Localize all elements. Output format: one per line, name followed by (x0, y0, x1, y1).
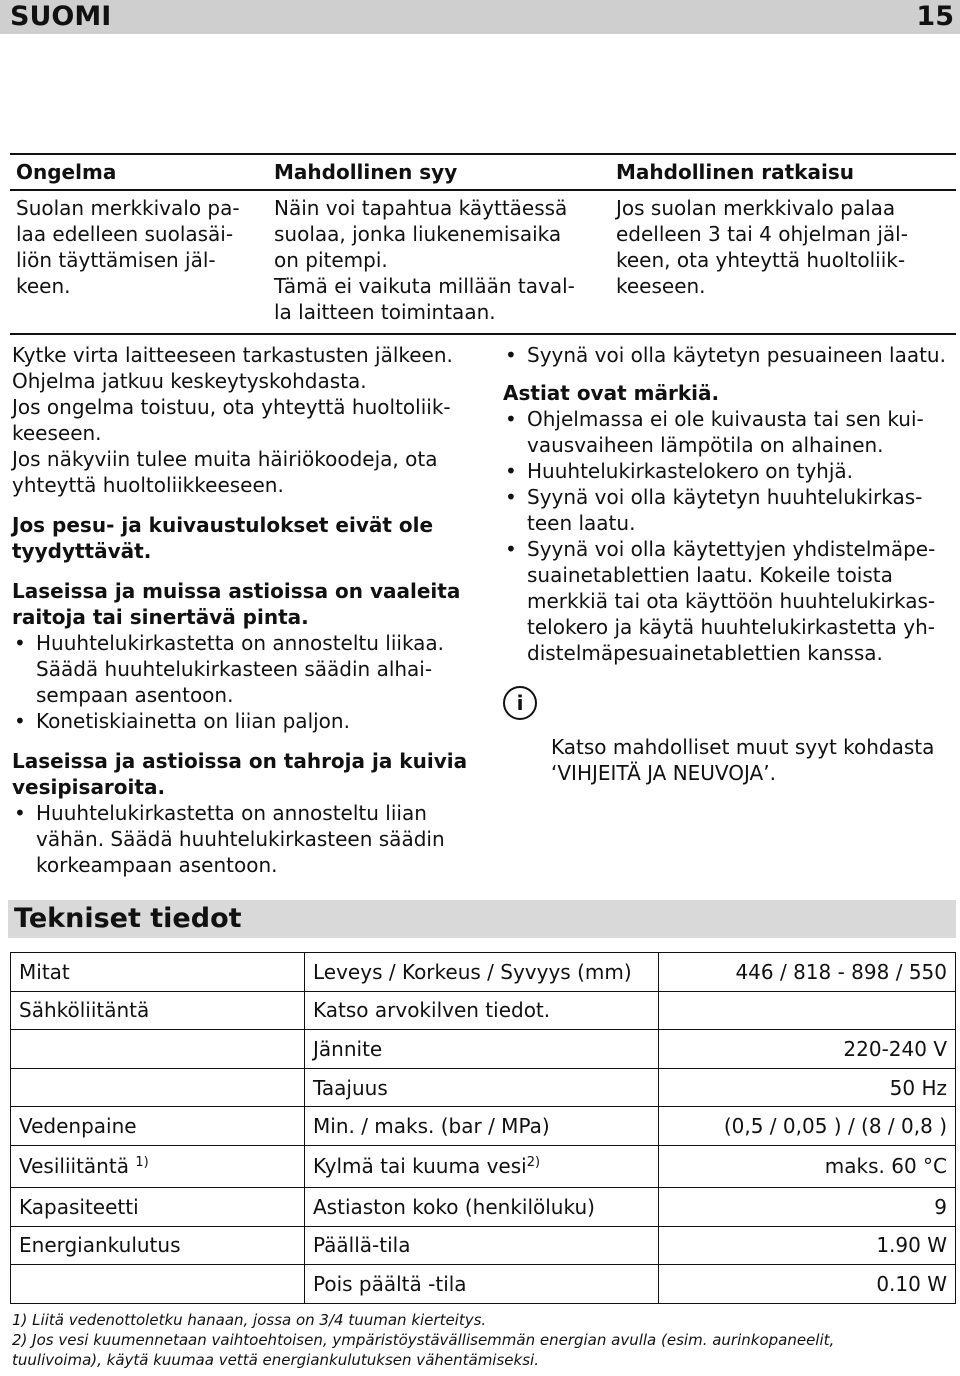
solution-cell: Jos suolan merkkivalo palaa edelleen 3 tai 4 ohjelman jäl- keen, ota yhteyttä huoltoliik- keeseen. (610, 190, 956, 334)
section-heading-wet-dishes: Astiat ovat märkiä. (503, 381, 720, 405)
table-row (11, 953, 956, 992)
list-item: • Syynä voi olla käytetyn pesuaineen laatu. (503, 342, 958, 368)
list-item: • Ohjelmassa ei ole kuivausta tai sen kui- vausvaiheen lämpötila on alhainen. (503, 406, 958, 458)
spec-label: Energiankulutus (11, 1226, 305, 1265)
spec-label (11, 1030, 305, 1069)
column-header-solution: Mahdollinen ratkaisu (610, 154, 956, 190)
spec-label (11, 1145, 305, 1187)
spec-param: Astiaston koko (henkilöluku) (305, 1187, 659, 1226)
list-item: • Huuhtelukirkastetta on annosteltu liikaa. Säädä huuhtelukirkasteen säädin alhai- sempaan asentoon. (12, 630, 482, 708)
list-item: • Syynä voi olla käytetyn huuhtelukirkas- teen laatu. (503, 484, 958, 536)
page-header (0, 0, 960, 34)
list-item: • Konetiskiainetta on liian paljon. (12, 708, 482, 734)
list-item: • Huuhtelukirkastetta on annosteltu liian vähän. Säädä huuhtelukirkasteen säädin korkeampaan asentoon. (12, 800, 482, 878)
spec-param: Taajuus (305, 1068, 659, 1107)
tech-specs-table (10, 952, 956, 1304)
spec-label (11, 1265, 305, 1304)
troubleshooting-header-row (10, 154, 956, 190)
footnote-ref: 2) (526, 1155, 541, 1171)
spec-param: Jännite (305, 1030, 659, 1069)
footnotes (12, 1310, 952, 1370)
section-heading-streaks: Laseissa ja muissa astioissa on vaaleita raitoja tai sinertävä pinta. (12, 579, 461, 629)
footnote-1: 1) Liitä vedenottoletku hanaan, jossa on 3/4 tuuman kierteitys. (12, 1311, 487, 1329)
section-title: Tekniset tiedot (14, 903, 242, 934)
spec-value: 1.90 W (659, 1226, 956, 1265)
table-row (11, 1068, 956, 1107)
spec-value: 446 / 818 - 898 / 550 (659, 953, 956, 992)
language-label: SUOMI (10, 1, 112, 32)
spec-param (305, 1145, 659, 1187)
spec-label: Sähköliitäntä (11, 991, 305, 1030)
table-row (11, 991, 956, 1030)
troubleshooting-table (10, 153, 956, 335)
footnote-ref: 1) (135, 1155, 149, 1171)
spec-value: 220-240 V (659, 1030, 956, 1069)
info-note-text: Katso mahdolliset muut syyt kohdasta ‘VIHJEITÄ JA NEUVOJA’. (551, 735, 935, 785)
column-header-problem: Ongelma (10, 154, 268, 190)
table-row (11, 1030, 956, 1069)
spec-param-text: Kylmä tai kuuma vesi (313, 1154, 527, 1179)
page-number: 15 (916, 1, 954, 32)
section-heading-results: Jos pesu- ja kuivaustulokset eivät ole tyydyttävät. (12, 513, 434, 563)
spec-param: Min. / maks. (bar / MPa) (305, 1107, 659, 1146)
spec-label: Vedenpaine (11, 1107, 305, 1146)
spec-label-text: Vesiliitäntä (19, 1154, 129, 1179)
table-row (11, 1107, 956, 1146)
table-row (11, 1265, 956, 1304)
info-icon: i (503, 686, 537, 720)
spec-value (659, 991, 956, 1030)
table-row (10, 190, 956, 334)
spec-label: Kapasiteetti (11, 1187, 305, 1226)
spec-value: 0.10 W (659, 1265, 956, 1304)
spec-value: 50 Hz (659, 1068, 956, 1107)
spec-value: (0,5 / 0,05 ) / (8 / 0,8 ) (659, 1107, 956, 1146)
footnote-2: 2) Jos vesi kuumennetaan vaihtoehtoisen, ympäristöystävällisemmän energian avulla (esim. aurinkopaneelit, tuulivoima), käytä kuumaa vettä energiankulutuksen vähentämiseksi. (12, 1331, 835, 1369)
spec-param: Pois päältä -tila (305, 1265, 659, 1304)
spec-param: Päällä-tila (305, 1226, 659, 1265)
tech-section-header (8, 900, 956, 938)
table-row (11, 1145, 956, 1187)
spec-label (11, 1068, 305, 1107)
list-item: • Huuhtelukirkastelokero on tyhjä. (503, 458, 958, 484)
spec-value: maks. 60 °C (659, 1145, 956, 1187)
list-item: • Syynä voi olla käytettyjen yhdistelmäpe- suainetablettien laatu. Kokeile toista merkkiä tai ota käyttöön huuhtelukirkas- telokero ja käytä huuhtelukirkastetta yh- distelmäpesuainetablettien kanssa. (503, 536, 958, 666)
spec-param: Katso arvokilven tiedot. (305, 991, 659, 1030)
intro-paragraph: Kytke virta laitteeseen tarkastusten jälkeen. Ohjelma jatkuu keskeytyskohdasta. Jos ongelma toistuu, ota yhteyttä huoltoliik- keeseen. Jos näkyviin tulee muita häiriökoodeja, ota yhteyttä huoltoliikkeeseen. (12, 343, 453, 497)
spec-value: 9 (659, 1187, 956, 1226)
cause-cell: Näin voi tapahtua käyttäessä suolaa, jonka liukenemisaika on pitempi. Tämä ei vaikuta millään taval- la laitteen toimintaan. (268, 190, 610, 334)
column-header-cause: Mahdollinen syy (268, 154, 610, 190)
spec-label: Mitat (11, 953, 305, 992)
left-column (12, 342, 482, 878)
table-row (11, 1226, 956, 1265)
spec-param: Leveys / Korkeus / Syvyys (mm) (305, 953, 659, 992)
info-note (503, 682, 958, 786)
problem-cell: Suolan merkkivalo pa- laa edelleen suolasäi- liön täyttämisen jäl- keen. (10, 190, 268, 334)
section-heading-stains: Laseissa ja astioissa on tahroja ja kuivia vesipisaroita. (12, 749, 468, 799)
right-column (503, 342, 958, 786)
table-row (11, 1187, 956, 1226)
